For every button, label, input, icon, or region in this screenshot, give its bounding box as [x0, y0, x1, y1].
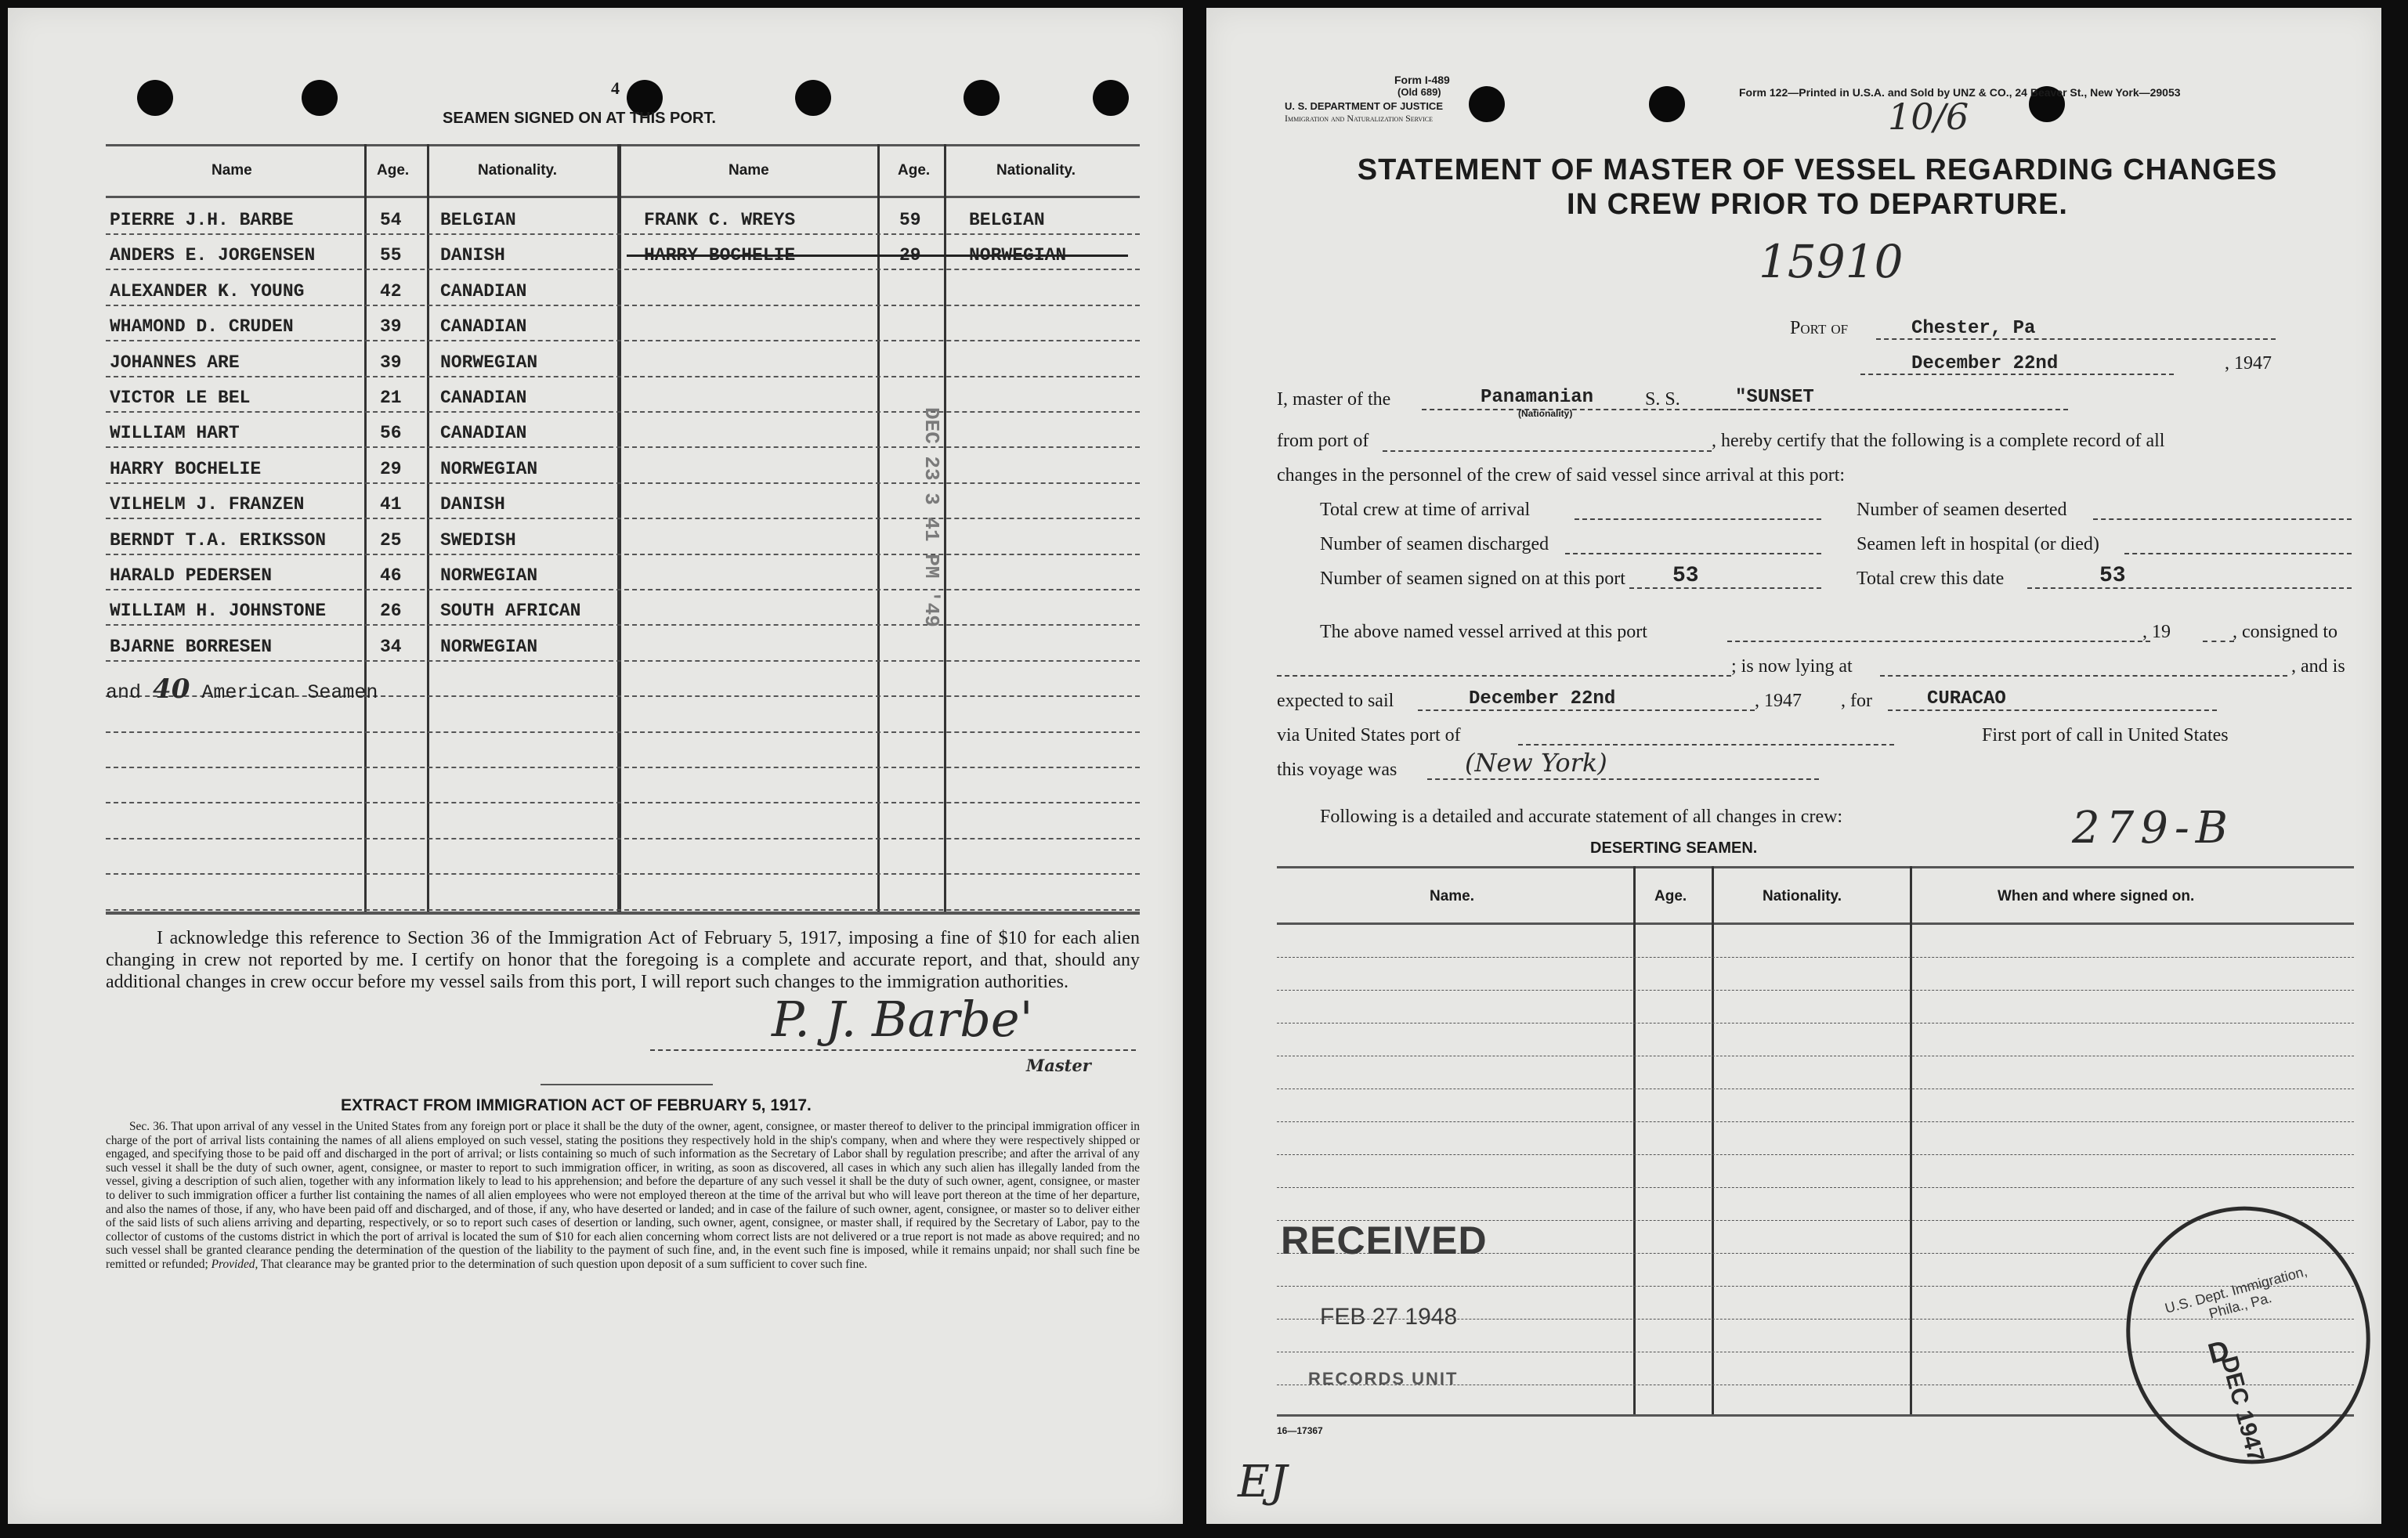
desert-row-rule: [1277, 1121, 2354, 1122]
from-port-label: from port of: [1277, 431, 1369, 451]
form-title-line1: STATEMENT OF MASTER OF VESSEL REGARDING CHANGES: [1357, 153, 2278, 186]
arrived-label: The above named vessel arrived at this port: [1320, 622, 1647, 642]
received-text: RECEIVED: [1281, 1218, 1488, 1262]
via-label: via United States port of: [1277, 725, 1461, 746]
extract-sec: Sec. 36.: [129, 1120, 168, 1133]
row-rule: [106, 767, 1140, 768]
seaman-name: WILLIAM HART: [110, 423, 240, 444]
seaman-age: 54: [380, 210, 402, 230]
signed-on-line: [1629, 587, 1821, 589]
seaman-age: 56: [380, 423, 402, 444]
extract-title: EXTRACT FROM IMMIGRATION ACT OF FEBRUARY 5, 1917.: [341, 1096, 812, 1114]
date-year: , 1947: [2225, 353, 2272, 374]
seaman-nationality: CANADIAN: [440, 388, 527, 408]
via-line: [1518, 744, 1894, 746]
deserted-line: [2093, 518, 2352, 520]
american-suffix: American Seamen: [201, 681, 378, 704]
seaman-nationality-struck: BELGIAN: [969, 210, 1045, 230]
form-title-line2: IN CREW PRIOR TO DEPARTURE.: [1567, 188, 2068, 221]
seaman-name: VICTOR LE BEL: [110, 388, 251, 408]
extract-body: That upon arrival of any vessel in the United States from any foreign port or place it shall be the duty of the owner, agent, consignee, or master thereof to deliver to the principal immigration officer in charge of the port of arrival lists containing the names of all aliens employed on such vessel, stating the positions they respectively hold in the ship's company, when and where they were respectively shipped or engaged, and specifying those to be paid off and discharged in the port of arrival; or lists containing so much of such information as the Secretary of Labor shall by regulation prescribe; and after the arrival of any such vessel it shall be the duty of such owner, agent, consignee, or master to report to such immigration officer, in writing, as soon as discovered, all cases in which any such alien has illegally landed from the vessel, giving a description of such alien, together with any information likely to lead to his apprehension; and before the departure of any such vessel it shall be the duty of such owner, agent, consignee, or master to deliver to such immigration officer a further list containing the names of all alien employees who were not employed thereon at the time of the arrival but who will leave port thereon at the time of her departure, and also the names of those, if any, who have been paid off and discharged, and of those, if any, who have deserted or landed; and in case of the failure of such owner, agent, consignee, or master so to deliver either of the said lists of such aliens arriving and departing, respectively, or so to report such cases of desertion or landing, such owner, agent, consignee, or master shall, if required by the Secretary of Labor, pay to the collector of customs of the customs district in which the port of arrival is located the sum of $10 for each alien concerning whom correct lists are not delivered or a true report is not made as above required; and no such vessel shall be granted clearance pending the determination of the question of the liability to the payment of such fine, and, in the event such fine is imposed, while it remains unpaid; nor shall such fine be remitted or refunded;: [106, 1120, 1141, 1271]
extract-provided: Provided,: [211, 1257, 259, 1271]
deserted-label: Number of seamen deserted: [1857, 500, 2067, 520]
seaman-age-struck: 29: [899, 245, 921, 266]
signed-on-label: Number of seamen signed on at this port: [1320, 569, 1625, 589]
seaman-nationality: CANADIAN: [440, 423, 527, 444]
voyage-line: [1427, 778, 1819, 780]
seaman-age: 46: [380, 565, 402, 586]
row-rule: [106, 269, 1140, 270]
acknowledgment-text: I acknowledge this reference to Section 36 of the Immigration Act of February 5, 1917, imposing a fine of $10 for each alien changing in crew not reported by me. I certify on honor that the foregoing is a complete and accurate report, and that, should any additional changes in crew occur before my vessel sails from this port, I will report such changes to the immigration authorities.: [106, 928, 1140, 992]
desert-header-name: Name.: [1430, 888, 1475, 904]
expected-label: expected to sail: [1277, 691, 1394, 711]
port-label: Port of: [1790, 318, 1849, 338]
seaman-name: ALEXANDER K. YOUNG: [110, 280, 305, 301]
col-divider: [427, 144, 429, 912]
seaman-nationality: CANADIAN: [440, 280, 527, 301]
row-rule: [106, 589, 1140, 590]
row-rule: [106, 376, 1140, 377]
seaman-age: 26: [380, 601, 402, 622]
seaman-name: ANDERS E. JORGENSEN: [110, 245, 316, 266]
sail-date-line: [1418, 709, 1755, 711]
seaman-age-struck: 59: [899, 210, 921, 230]
nationality-value: Panamanian: [1481, 387, 1594, 408]
arrived-year: , 19: [2142, 622, 2171, 642]
row-rule: [106, 233, 1140, 235]
seaman-age: 25: [380, 529, 402, 551]
seaman-nationality: NORWEGIAN: [440, 352, 538, 373]
signature-label: Master: [1026, 1056, 1091, 1075]
row-rule: [106, 518, 1140, 519]
changes-text: changes in the personnel of the crew of said vessel since arrival at this port:: [1277, 465, 1846, 486]
vertical-stamp-text: DEC 23 3 41 PM '49: [920, 407, 943, 627]
table-top-rule: [106, 144, 1140, 146]
row-rule: [106, 411, 1140, 413]
desert-table-top: [1277, 866, 2354, 868]
seaman-age: 41: [380, 494, 402, 515]
page-number: 4: [611, 78, 620, 98]
seaman-nationality: NORWEGIAN: [440, 565, 538, 586]
table-header-rule: [106, 196, 1140, 198]
round-stamp-date: DEC 1947: [2215, 1353, 2269, 1465]
header-nationality: Nationality.: [478, 162, 557, 179]
row-rule: [106, 909, 1140, 911]
handwritten-bottom: EJ: [1238, 1457, 1288, 1507]
seaman-age: 39: [380, 316, 402, 338]
american-seamen-line: [106, 673, 378, 705]
row-rule: [106, 731, 1140, 733]
row-rule: [106, 305, 1140, 306]
port-value: Chester, Pa: [1911, 318, 2036, 339]
total-date-line: [2027, 587, 2352, 589]
certify-text: , hereby certify that the following is a complete record of all: [1712, 431, 2165, 451]
seaman-age: 29: [380, 458, 402, 479]
total-date-value: 53: [2099, 564, 2126, 588]
left-title: SEAMEN SIGNED ON AT THIS PORT.: [443, 110, 716, 127]
for-value: CURACAO: [1927, 688, 2006, 709]
total-arrival-label: Total crew at time of arrival: [1320, 500, 1531, 520]
desert-col-divider: [1712, 866, 1714, 1414]
seaman-name: VILHELM J. FRANZEN: [110, 494, 305, 515]
signed-on-value: 53: [1672, 564, 1699, 588]
desert-row-rule: [1277, 990, 2354, 991]
desert-row-rule: [1277, 1023, 2354, 1024]
punch-hole: [1649, 86, 1685, 122]
round-date-stamp: [2098, 1179, 2381, 1492]
row-rule: [106, 802, 1140, 803]
for-line: [1888, 709, 2217, 711]
arrived-line: [1727, 641, 2150, 642]
col-divider: [877, 144, 880, 912]
seaman-age: 55: [380, 245, 402, 266]
seaman-name-struck: FRANK C. WREYS: [644, 210, 796, 230]
row-rule: [106, 482, 1140, 484]
from-port-line: [1383, 450, 1712, 452]
header-nationality: Nationality.: [996, 162, 1076, 179]
lying-label: ; is now lying at: [1731, 656, 1853, 677]
row-rule: [106, 340, 1140, 341]
master-prefix: I, master of the: [1277, 389, 1391, 410]
deserting-title: DESERTING SEAMEN.: [1590, 839, 1758, 857]
signature-line: [650, 1049, 1136, 1051]
arrived-year-line: [2203, 641, 2234, 642]
desert-col-divider: [1633, 866, 1636, 1414]
sail-year: , 1947: [1755, 691, 1802, 711]
punch-hole: [1093, 80, 1129, 116]
first-port-label: First port of call in United States: [1982, 725, 2229, 746]
round-stamp-letter: D: [2204, 1333, 2233, 1370]
printer-line: Form 122—Printed in U.S.A. and Sold by UNZ & CO., 24 Beaver St., New York—29053: [1739, 86, 2181, 99]
seaman-name: BERNDT T.A. ERIKSSON: [110, 529, 327, 551]
right-page: [1206, 8, 2381, 1524]
form-number: Form I-489: [1394, 74, 1450, 86]
footer-code: 16—17367: [1277, 1425, 1323, 1436]
voyage-label: this voyage was: [1277, 760, 1397, 780]
round-stamp-top: U.S. Dept. Immigration, Phila., Pa.: [2163, 1263, 2309, 1322]
american-count: 40: [153, 673, 190, 705]
voyage-value: (New York): [1465, 748, 1607, 778]
punch-hole: [1469, 86, 1505, 122]
seaman-name: PIERRE J.H. BARBE: [110, 210, 294, 230]
department: U. S. DEPARTMENT OF JUSTICE: [1285, 100, 1443, 112]
seaman-nationality: NORWEGIAN: [440, 636, 538, 657]
seaman-nationality: DANISH: [440, 494, 505, 515]
vertical-date-stamp: [917, 407, 948, 666]
sail-date: December 22nd: [1469, 688, 1616, 709]
punch-hole: [795, 80, 831, 116]
seaman-name: JOHANNES ARE: [110, 352, 240, 373]
handwritten-number: 15910: [1759, 235, 1904, 288]
lying-line: [1880, 675, 2287, 677]
punch-hole: [137, 80, 173, 116]
handwritten-top: 10/6: [1888, 96, 1969, 138]
seaman-nationality: SWEDISH: [440, 529, 516, 551]
header-name: Name: [212, 162, 252, 179]
col-divider: [617, 144, 621, 912]
seaman-name: BJARNE BORRESEN: [110, 636, 273, 657]
consignee-line: [1277, 675, 1731, 677]
hospital-label: Seamen left in hospital (or died): [1857, 534, 2099, 554]
consigned-label: , consigned to: [2233, 622, 2337, 642]
col-divider: [364, 144, 367, 912]
seaman-name: HARRY BOCHELIE: [110, 458, 262, 479]
seaman-nationality: DANISH: [440, 245, 505, 266]
received-stamp: [1281, 1218, 1508, 1406]
received-date: FEB 27 1948: [1320, 1304, 1458, 1330]
seaman-nationality: SOUTH AFRICAN: [440, 601, 581, 622]
row-rule: [106, 838, 1140, 839]
seaman-name: WHAMOND D. CRUDEN: [110, 316, 294, 338]
extract-tail: That clearance may be granted prior to the determination of such question upon deposit of a sum sufficient to cover such fine.: [260, 1257, 868, 1271]
records-unit: RECORDS UNIT: [1308, 1369, 1459, 1388]
seaman-age: 42: [380, 280, 402, 301]
seaman-age: 39: [380, 352, 402, 373]
header-age: Age.: [377, 162, 410, 179]
punch-hole: [302, 80, 338, 116]
discharged-line: [1565, 553, 1821, 554]
ss-label: S. S.: [1645, 389, 1680, 410]
header-name: Name: [729, 162, 769, 179]
seaman-nationality: CANADIAN: [440, 316, 527, 338]
seaman-nationality: NORWEGIAN: [440, 458, 538, 479]
seaman-age: 34: [380, 636, 402, 657]
desert-header-age: Age.: [1654, 888, 1687, 904]
vessel-line: [1708, 409, 2068, 410]
row-rule: [106, 446, 1140, 448]
seaman-name-struck: HARRY BOCHELIE: [644, 245, 796, 266]
seaman-age: 21: [380, 388, 402, 408]
seaman-nationality: BELGIAN: [440, 210, 516, 230]
for-label: , for: [1841, 691, 1872, 711]
punch-hole: [964, 80, 1000, 116]
service: Immigration and Naturalization Service: [1285, 113, 1434, 124]
seaman-name: HARALD PEDERSEN: [110, 565, 273, 586]
and-is-label: , and is: [2291, 656, 2345, 677]
discharged-label: Number of seamen discharged: [1320, 534, 1549, 554]
divider-rule: [541, 1084, 713, 1085]
left-page: [8, 8, 1183, 1524]
total-arrival-line: [1575, 518, 1821, 520]
master-signature: P. J. Barbe': [772, 991, 1033, 1048]
desert-table-header-rule: [1277, 922, 2354, 925]
desert-row-rule: [1277, 957, 2354, 958]
row-rule: [106, 554, 1140, 555]
form-old: (Old 689): [1397, 86, 1441, 98]
date-value: December 22nd: [1911, 353, 2059, 374]
row-rule: [106, 660, 1140, 662]
total-date-label: Total crew this date: [1857, 569, 2005, 589]
seaman-nationality-struck: NORWEGIAN: [969, 245, 1067, 266]
following-text: Following is a detailed and accurate statement of all changes in crew:: [1320, 807, 1843, 827]
nationality-caption: (Nationality): [1518, 408, 1573, 419]
handwritten-code: 279-B: [2072, 803, 2234, 854]
seaman-name: WILLIAM H. JOHNSTONE: [110, 601, 327, 622]
desert-header-nationality: Nationality.: [1763, 888, 1842, 904]
desert-col-divider: [1910, 866, 1912, 1414]
row-rule: [106, 873, 1140, 875]
desert-header-signed-on: When and where signed on.: [1998, 888, 2195, 904]
strike-through: [627, 255, 1128, 257]
extract-text: [106, 1120, 1140, 1272]
hospital-line: [2124, 553, 2352, 554]
desert-row-rule: [1277, 1187, 2354, 1188]
american-prefix: and: [106, 681, 142, 704]
desert-row-rule: [1277, 1154, 2354, 1155]
table-bottom-rule: [106, 912, 1140, 915]
row-rule: [106, 624, 1140, 626]
vessel-value: "SUNSET: [1735, 387, 1814, 408]
header-age: Age.: [898, 162, 931, 179]
